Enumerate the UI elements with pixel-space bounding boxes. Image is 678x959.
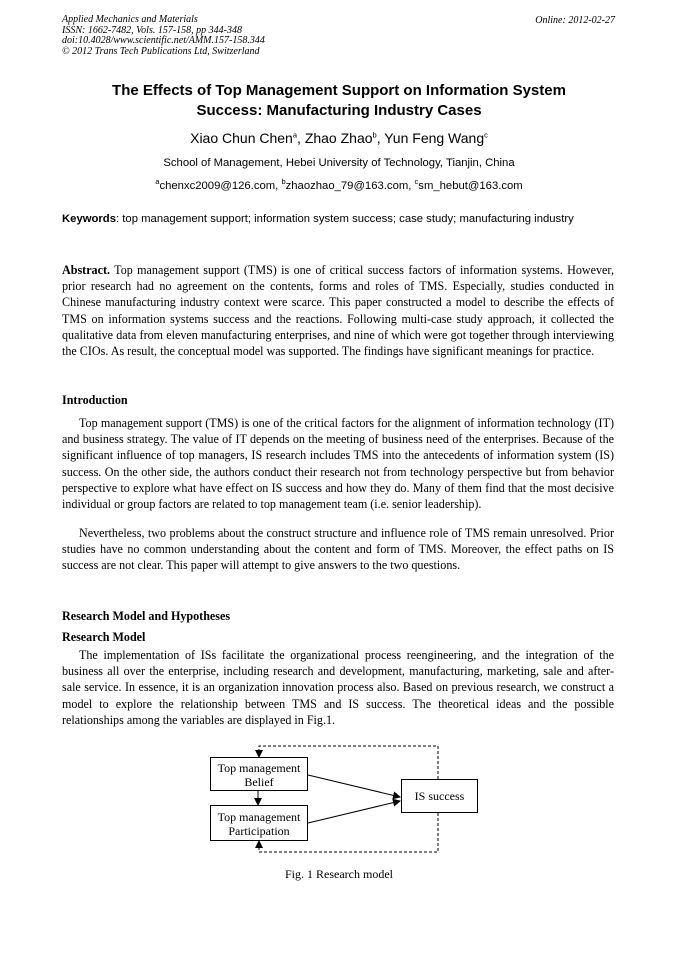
author-sup: b (372, 130, 377, 140)
section-heading-introduction: Introduction (62, 393, 128, 407)
subsection-heading: Research Model (62, 630, 146, 644)
email-sup: b (281, 177, 286, 186)
author-name: Zhao Zhao (304, 130, 373, 146)
intro-paragraph-2: Nevertheless, two problems about the construct structure and influence role of TMS remain unresolved. Prior studies have no common understanding about the content and form of TMS. Moreover, the effect paths on IS success are not clear. This paper will attempt to give answers to the two questions. (62, 526, 614, 573)
intro-paragraph-1: Top management support (TMS) is one of the critical factors for the alignment of information technology (IT) and business strategy. The value of IT depends on the meeting of business need of the enterprises. Because of the significant influence of top managers, IS research includes TMS into the antecedents of information system (IS) success. On the other side, the authors conduct their research not from technology perspective but from behavior perspective to explore what have effect on IS success and how they do. Many of them find that the most decisive individual or group factors are related to top management team (i.e. senior leadership). (62, 416, 614, 512)
email-address: sm_hebut@163.com (418, 179, 523, 192)
copyright-line: © 2012 Trans Tech Publications Ltd, Switzerland (62, 45, 260, 57)
box-top-management-participation: Top management Participation (210, 805, 308, 841)
online-date: Online: 2012-02-27 (535, 15, 615, 26)
affiliation: School of Management, Hebei University of Technology, Tianjin, China (163, 157, 515, 169)
keywords-label: Keywords (62, 213, 116, 225)
doi-line: doi:10.4028/www.scientific.net/AMM.157-158.344 (62, 35, 265, 46)
email-sup: c (414, 177, 419, 186)
issn-line: ISSN: 1662-7482, Vols. 157-158, pp 344-348 (62, 24, 242, 36)
journal-name: Applied Mechanics and Materials (62, 14, 198, 25)
email-address: chenxc2009@126.com (159, 179, 276, 192)
title-line-1: The Effects of Top Management Support on Information System (112, 82, 566, 99)
author-name: Xiao Chun Chen (190, 130, 293, 146)
box-is-success: IS success (401, 779, 478, 813)
arrow-participation-to-success (308, 801, 400, 823)
author-sup: a (292, 130, 298, 140)
figure-caption: Fig. 1 Research model (285, 867, 393, 881)
author-name: Yun Feng Wang (384, 130, 485, 146)
author-sup: c (484, 130, 488, 140)
keywords-text: : top management support; information system success; case study; manufacturing industry (116, 213, 574, 225)
abstract-label: Abstract. (62, 263, 111, 277)
research-model-paragraph: The implementation of ISs facilitate the organizational process reengineering, and the integration of the business all over the enterprise, including research and development, manufacturing, marketing, sale and after-sale service. In essence, it is an organization innovation process also. Based on previous research, we construct a model to explore the relationship between TMS and IS success. The theoretical ideas and the possible relationships among the variables are displayed in Fig.1. (62, 648, 614, 727)
email-list: $^a$chenxc2009@126.com, $^b$zhaozhao_79@163.com, $^c$sm_hebut@163.com (155, 177, 523, 192)
arrow-belief-to-success (308, 775, 400, 797)
section-heading-research-model: Research Model and Hypotheses (62, 609, 231, 623)
email-sup: a (155, 177, 160, 186)
author-list: Xiao Chun Chen$^a$, Zhao Zhao$^b$, Yun Feng Wang$^c$ (190, 130, 488, 146)
abstract-text: Top management support (TMS) is one of critical success factors of information systems. However, prior research had no agreement on the contents, forms and roles of TMS. Especially, studies conducted in Chinese manufacturing industry context were scarce. This paper constructed a model to describe the effects of TMS on information systems success and the reactions. Following multi-case study approach, it collected the qualitative data from eleven manufacturing enterprises, and nine of which were got together through interviewing the CIOs. As result, the conceptual model was supported. The findings have significant meanings for practice. (62, 263, 614, 359)
email-address: zhaozhao_79@163.com (285, 179, 409, 192)
box-top-management-belief: Top management Belief (210, 757, 308, 791)
title-line-2: Success: Manufacturing Industry Cases (196, 101, 482, 119)
